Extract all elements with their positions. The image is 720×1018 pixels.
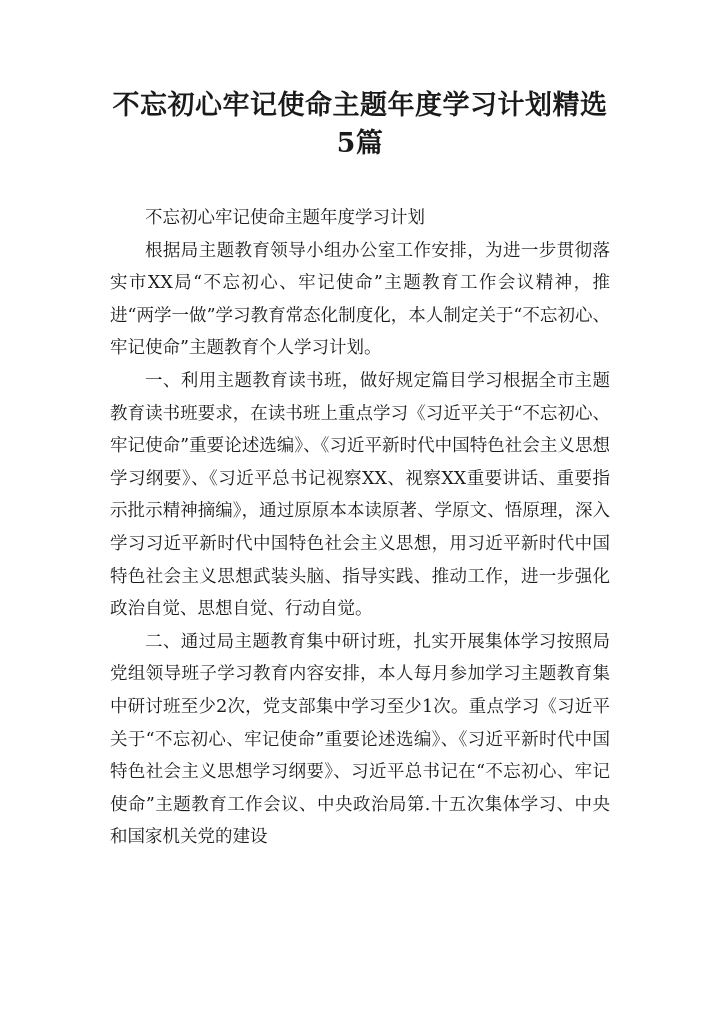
document-title-line-1: 不忘初心牢记使命主题年度学习计划精选	[112, 90, 608, 121]
paragraph-section-2: 二、通过局主题教育集中研讨班，扎实开展集体学习按照局党组领导班子学习教育内容安排，本人每月参加学习主题教育集中研讨班至少2次，党支部集中学习至少1次。重点学习《习近平关于“不忘初心、牢记使命”重要论述选编》、《习近平新时代中国特色社会主义思想学习纲要》、习近平总书记在“不忘初心、牢记使命”主题教育工作会议、中央政治局第.十五次集体学习、中央和国家机关党的建设	[110, 631, 610, 848]
document-body	[110, 202, 610, 854]
paragraph-section-1: 一、利用主题教育读书班，做好规定篇目学习根据全市主题教育读书班要求，在读书班上重点学习《习近平关于“不忘初心、牢记使命”重要论述选编》、《习近平新时代中国特色社会主义思想学习纲要》、《习近平总书记视察XX、视察XX重要讲话、重要指示批示精神摘编》，通过原原本本读原著、学原文、悟原理，深入学习习近平新时代中国特色社会主义思想，用习近平新时代中国特色社会主义思想武装头脑、指导实践、推动工作，进一步强化政治自觉、思想自觉、行动自觉。	[110, 370, 610, 620]
document-title-line-2: 5篇	[336, 128, 384, 159]
paragraph-intro: 根据局主题教育领导小组办公室工作安排，为进一步贯彻落实市XX局“不忘初心、牢记使命”主题教育工作会议精神，推进“两学一做”学习教育常态化制度化，本人制定关于“不忘初心、牢记使命”主题教育个人学习计划。	[110, 240, 610, 359]
paragraph-subtitle: 不忘初心牢记使命主题年度学习计划	[145, 208, 425, 228]
